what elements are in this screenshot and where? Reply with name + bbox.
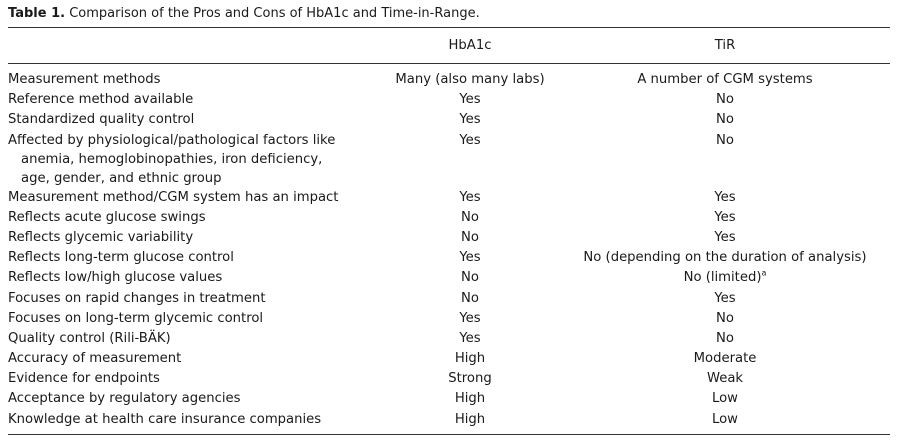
row-factor-line: Focuses on long-term glycemic control — [8, 310, 264, 326]
row-factor — [8, 268, 380, 288]
row-factor-line: Measurement method/CGM system has an impact — [8, 189, 339, 205]
row-tir-value: Weak — [706, 371, 744, 387]
table-row — [8, 64, 890, 91]
row-tir-cell — [560, 248, 890, 268]
table-row — [8, 248, 890, 268]
table-caption — [8, 0, 890, 27]
row-hba1c-value: No — [461, 229, 479, 245]
row-hba1c-value: High — [380, 410, 560, 435]
table-row — [8, 90, 890, 110]
row-tir-value: Yes — [714, 229, 736, 245]
row-factor — [8, 188, 380, 208]
header-tir: TiR — [560, 28, 890, 64]
table-row — [8, 329, 890, 349]
table-caption-text: Comparison of the Pros and Cons of HbA1c and Time-in-Range. — [69, 6, 480, 21]
row-tir-cell — [560, 228, 890, 248]
row-factor-line: Quality control (Rili-BÄK) — [8, 330, 171, 346]
row-tir-value: No (depending on the duration of analysis) — [583, 250, 867, 266]
row-tir-value: No — [716, 92, 734, 108]
row-hba1c-value: Yes — [459, 189, 481, 205]
row-hba1c-value: No — [461, 290, 479, 306]
row-factor-line: Evidence for endpoints — [8, 371, 160, 387]
row-tir-cell — [560, 208, 890, 228]
row-tir-cell — [560, 410, 890, 435]
row-tir-cell — [560, 131, 890, 188]
row-tir-value: Yes — [714, 209, 736, 225]
row-hba1c-value: Yes — [459, 330, 481, 346]
row-tir-cell — [560, 268, 890, 288]
document-page — [8, 0, 890, 435]
row-tir-value: Low — [712, 411, 738, 427]
row-hba1c-value: Yes — [459, 92, 481, 108]
row-factor — [8, 90, 380, 110]
row-factor-line: Accuracy of measurement — [8, 351, 182, 367]
row-tir-cell — [560, 110, 890, 130]
row-hba1c-value: Yes — [459, 250, 481, 266]
row-factor-line: Focuses on rapid changes in treatment — [8, 290, 266, 306]
table-caption-label: Table 1. — [8, 6, 66, 21]
row-factor — [8, 131, 380, 188]
row-tir-cell — [560, 369, 890, 389]
table-row — [8, 410, 890, 435]
table-row — [8, 289, 890, 309]
row-factor-line: age, gender, and ethnic group — [21, 170, 222, 186]
row-factor-line: Knowledge at health care insurance companies — [8, 411, 322, 427]
row-tir-cell — [560, 389, 890, 409]
row-tir-value: A number of CGM systems — [637, 72, 813, 87]
row-factor-line: Reflects low/high glucose values — [8, 270, 223, 286]
table-header — [8, 28, 890, 64]
table-row — [8, 228, 890, 248]
table-row — [8, 309, 890, 329]
comparison-table — [8, 27, 890, 435]
row-factor — [8, 410, 380, 435]
row-tir-cell — [560, 188, 890, 208]
row-factor — [8, 389, 380, 409]
row-factor — [8, 369, 380, 389]
row-hba1c-value: Yes — [459, 132, 481, 148]
row-tir-value: Moderate — [693, 351, 757, 367]
row-hba1c-value: High — [454, 351, 486, 367]
row-factor — [8, 110, 380, 130]
table-row — [8, 131, 890, 188]
row-factor — [8, 349, 380, 369]
row-hba1c-value: No — [461, 209, 479, 225]
row-tir-cell — [560, 309, 890, 329]
header-row — [8, 28, 890, 64]
row-tir-cell — [560, 329, 890, 349]
row-factor — [8, 289, 380, 309]
table-body — [8, 64, 890, 435]
row-factor — [8, 208, 380, 228]
row-tir-cell — [560, 349, 890, 369]
row-factor-line: anemia, hemoglobinopathies, iron deficiency, — [21, 151, 323, 167]
footnote-marker: a — [761, 268, 767, 278]
row-factor-line: Affected by physiological/pathological factors like — [8, 132, 336, 148]
row-hba1c-value: No — [461, 270, 479, 286]
row-tir-cell — [560, 64, 890, 91]
table-row — [8, 268, 890, 288]
header-factor — [8, 28, 380, 64]
row-factor — [8, 329, 380, 349]
table-row — [8, 369, 890, 389]
table-row — [8, 349, 890, 369]
row-tir-cell — [560, 90, 890, 110]
row-hba1c-value: Yes — [459, 112, 481, 128]
row-tir-value: No — [716, 330, 734, 346]
row-factor-line: Standardized quality control — [8, 112, 195, 128]
row-tir-value: Yes — [714, 290, 736, 306]
table-row — [8, 389, 890, 409]
row-tir-value: No (limited) — [683, 270, 762, 286]
table-row — [8, 188, 890, 208]
row-factor-line: Reflects glycemic variability — [8, 229, 194, 245]
row-hba1c-value: Strong — [448, 371, 492, 387]
row-tir-value: No — [716, 132, 734, 148]
row-hba1c-value: High — [454, 391, 486, 407]
row-factor — [8, 64, 380, 91]
row-factor-line: Measurement methods — [8, 72, 161, 87]
row-tir-value: No — [716, 112, 734, 128]
row-factor-line: Reflects acute glucose swings — [8, 209, 206, 225]
row-factor-line: Reflects long-term glucose control — [8, 250, 234, 266]
row-hba1c-value: Many (also many labs) — [395, 72, 545, 87]
table-row — [8, 110, 890, 130]
row-hba1c-value: Yes — [459, 310, 481, 326]
row-tir-cell — [560, 289, 890, 309]
row-factor-line: Acceptance by regulatory agencies — [8, 391, 241, 407]
table-row — [8, 208, 890, 228]
row-tir-value: Low — [712, 391, 738, 407]
row-factor-line: Reference method available — [8, 92, 194, 108]
row-factor — [8, 309, 380, 329]
row-factor — [8, 248, 380, 268]
row-tir-value: Yes — [714, 189, 736, 205]
row-tir-value: No — [716, 310, 734, 326]
row-factor — [8, 228, 380, 248]
header-hba1c: HbA1c — [380, 28, 560, 64]
